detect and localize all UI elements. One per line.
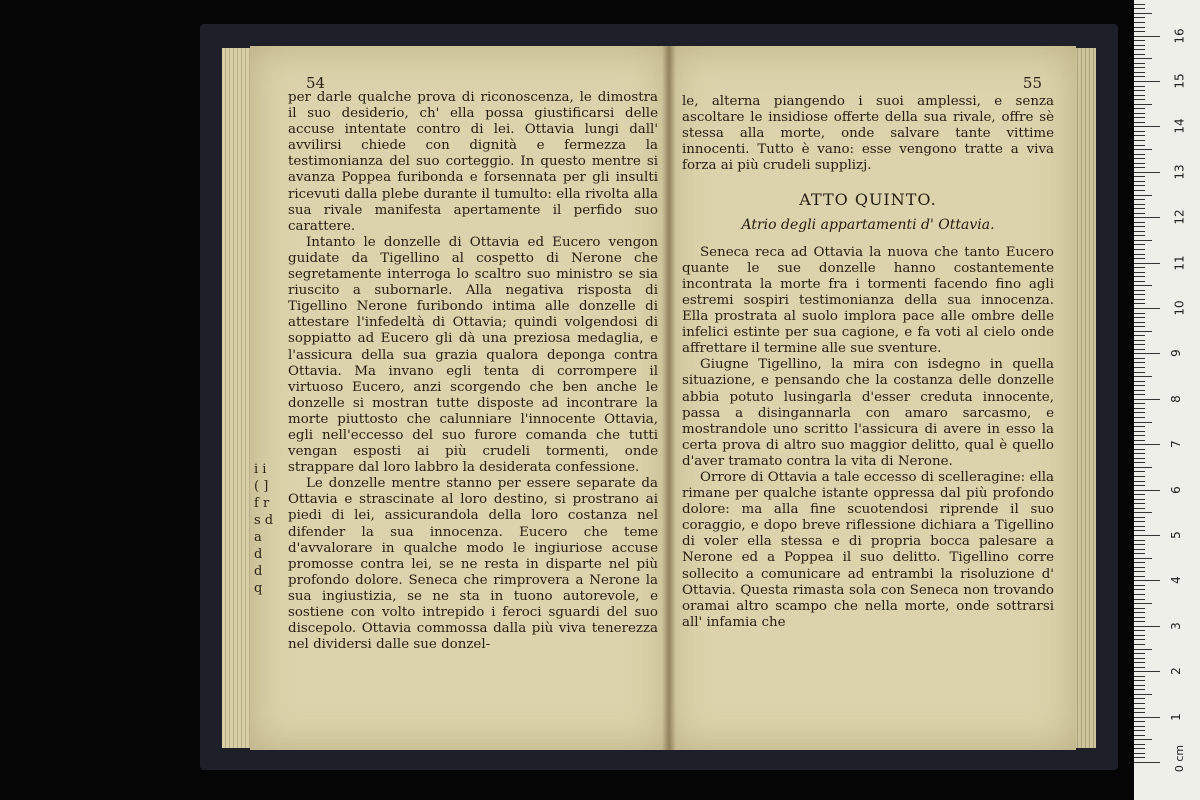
ruler-tick [1134, 630, 1145, 631]
ruler-tick [1134, 172, 1160, 173]
ruler-tick [1134, 195, 1152, 196]
ruler-tick [1134, 240, 1152, 241]
ruler-tick [1134, 403, 1145, 404]
paragraph: Le donzelle mentre stanno per essere separate da Ottavia e strascinate al loro destino, si prostrano ai piedi di lei, assicurandola della loro costanza nel difender la sua innocenza. Eucero che teme d'avvalorare in qualche modo le ingiuriose accuse promosse contra lei, se ne resta in disparte nel più profondo dolore. Seneca che rimprovera a Nerone la sua ingiustizia, se ne sta in tuono autorevole, e sostiene con volto intrepido i feroci sguardi del suo discepolo. Ottavia commossa dalla più viva tenerezza nel dividersi dalle sue donzel- [288, 476, 658, 653]
ruler-label: 5 [1168, 531, 1183, 539]
ruler-tick [1134, 31, 1145, 32]
ruler-tick [1134, 431, 1145, 432]
ruler-tick [1134, 540, 1145, 541]
ruler-tick [1134, 76, 1145, 77]
ruler-tick [1134, 258, 1145, 259]
ruler-tick [1134, 344, 1145, 345]
ruler-tick [1134, 158, 1145, 159]
ruler-tick [1134, 680, 1145, 681]
ruler-tick [1134, 362, 1145, 363]
ruler-tick [1134, 530, 1145, 531]
ruler-tick [1134, 676, 1145, 677]
ruler-label: 8 [1168, 394, 1183, 403]
ruler-tick [1134, 508, 1145, 509]
ruler-tick [1134, 67, 1145, 68]
page-number: 55 [1022, 74, 1042, 92]
ruler-tick [1134, 140, 1145, 141]
ruler-tick [1134, 621, 1145, 622]
ruler-label: 11 [1172, 254, 1187, 271]
ruler-label: 13 [1172, 164, 1187, 180]
ruler-tick [1134, 594, 1145, 595]
open-book [222, 40, 1100, 760]
ruler-tick [1134, 303, 1145, 304]
ruler-tick [1134, 249, 1145, 250]
ruler-tick [1134, 467, 1152, 468]
ruler-tick [1134, 585, 1145, 586]
ruler-tick [1134, 40, 1145, 41]
ruler-tick [1134, 63, 1145, 64]
ruler-tick [1134, 308, 1160, 309]
ruler-tick [1134, 99, 1145, 100]
paragraph: Giugne Tigellino, la mira con isdegno in quella situazione, e pensando che la costanza delle donzelle abbia potuto lusingarla d'esser creduta innocente, passa a disingannarla con amaro sarcasmo, e mostrandole uno scritto l'assicura di avere in esso la certa prova di altro suo maggior delitto, qual è quello d'aver tramato contra la vita di Nerone. [682, 357, 1054, 469]
ruler-tick [1134, 394, 1145, 395]
ruler-tick [1134, 671, 1160, 672]
ruler-tick [1134, 326, 1145, 327]
ruler-tick [1134, 753, 1145, 754]
ruler-tick [1134, 408, 1145, 409]
right-page [668, 46, 1076, 750]
ruler-tick [1134, 435, 1145, 436]
ruler-tick [1134, 603, 1152, 604]
ruler-tick [1134, 163, 1145, 164]
ruler-tick [1134, 390, 1145, 391]
ruler-tick [1134, 685, 1145, 686]
ruler-tick [1134, 122, 1145, 123]
ruler-tick [1134, 358, 1145, 359]
ruler-tick [1134, 721, 1145, 722]
ruler-tick [1134, 199, 1145, 200]
ruler-tick [1134, 131, 1145, 132]
ruler-tick [1134, 113, 1145, 114]
ruler-tick [1134, 626, 1160, 627]
ruler-tick [1134, 494, 1145, 495]
ruler-label: 3 [1168, 621, 1183, 630]
ruler-tick [1134, 376, 1152, 377]
ruler-tick [1134, 145, 1145, 146]
ruler-tick [1134, 340, 1145, 341]
ruler-tick [1134, 440, 1145, 441]
ruler-label: 14 [1172, 118, 1187, 135]
measurement-ruler [1134, 0, 1200, 800]
ruler-tick [1134, 4, 1145, 5]
scene-title: Atrio degli appartamenti d' Ottavia. [741, 216, 995, 233]
ruler-tick [1134, 367, 1145, 368]
ruler-tick [1134, 299, 1145, 300]
ruler-tick [1134, 95, 1145, 96]
ruler-tick [1134, 476, 1145, 477]
ruler-tick [1134, 449, 1145, 450]
ruler-tick [1134, 49, 1145, 50]
ruler-tick [1134, 462, 1145, 463]
ruler-tick [1134, 272, 1145, 273]
ruler-tick [1134, 244, 1145, 245]
ruler-tick [1134, 658, 1145, 659]
ruler-tick [1134, 317, 1145, 318]
book-gutter [662, 46, 676, 750]
left-page [250, 46, 668, 750]
ruler-tick [1134, 117, 1145, 118]
ruler-tick [1134, 313, 1145, 314]
ruler-tick [1134, 104, 1152, 105]
ruler-tick [1134, 331, 1152, 332]
ruler-tick [1134, 45, 1145, 46]
ruler-tick [1134, 36, 1160, 37]
ruler-tick [1134, 458, 1145, 459]
ruler-label: 1 [1168, 712, 1183, 721]
ruler-tick [1134, 599, 1145, 600]
ruler-tick [1134, 667, 1145, 668]
ruler-tick [1134, 694, 1152, 695]
ruler-tick [1134, 426, 1145, 427]
ruler-tick [1134, 181, 1145, 182]
ruler-tick [1134, 372, 1145, 373]
ruler-tick [1134, 612, 1145, 613]
ruler-tick [1134, 149, 1152, 150]
page-text [682, 94, 1054, 631]
ruler-tick [1134, 22, 1145, 23]
ruler-tick [1134, 735, 1145, 736]
ruler-tick [1134, 235, 1145, 236]
ruler-tick [1134, 135, 1145, 136]
ruler-tick [1134, 739, 1152, 740]
ruler-tick [1134, 385, 1145, 386]
ruler-tick [1134, 54, 1145, 55]
ruler-tick [1134, 580, 1160, 581]
ruler-tick [1134, 204, 1145, 205]
ruler-tick [1134, 689, 1145, 690]
ruler-label: 4 [1168, 576, 1183, 585]
ruler-tick [1134, 213, 1145, 214]
ruler-tick [1134, 254, 1145, 255]
ruler-tick [1134, 108, 1145, 109]
paragraph: Intanto le donzelle di Ottavia ed Eucero vengon guidate da Tigellino al cospetto di Nerone che segretamente interroga lo scaltro suo ministro se sia riuscito a subornarle. Alla negativa risposta di Tigellino Nerone furibondo intima alle donzelle di attestare l'infedeltà di Ottavia; quindi volgendosi di soppiatto ad Eucero gli dà una preziosa medaglia, e l'assicura della sua grazia qualora deponga contra Ottavia. Ma invano egli tenta di corrompere il virtuoso Eucero, anzi scorgendo che ben anche le donzelle si mostran tutte disposte ad incontrare la morte piuttosto che calunniare l'innocente Ottavia, egli nell'eccesso del suo furore comanda che tutti vengan esposti ai più crudeli tormenti, onde strappare dal loro labbro la desiderata confessione. [288, 234, 658, 476]
ruler-tick [1134, 17, 1145, 18]
margin-letters: i i ( ] f r s d a d d q [254, 462, 274, 596]
ruler-tick [1134, 549, 1145, 550]
ruler-tick [1134, 167, 1145, 168]
ruler-label: 9 [1168, 349, 1183, 358]
ruler-tick [1134, 13, 1152, 14]
ruler-tick [1134, 558, 1152, 559]
ruler-tick [1134, 703, 1145, 704]
ruler-tick [1134, 444, 1160, 445]
ruler-tick [1134, 222, 1145, 223]
ruler-tick [1134, 294, 1145, 295]
ruler-tick [1134, 349, 1145, 350]
ruler-tick [1134, 662, 1145, 663]
ruler-tick [1134, 571, 1145, 572]
ruler-tick [1134, 744, 1145, 745]
ruler-tick [1134, 263, 1160, 264]
ruler-tick [1134, 58, 1152, 59]
ruler-tick [1134, 90, 1145, 91]
ruler-tick [1134, 471, 1145, 472]
ruler-tick [1134, 726, 1145, 727]
page-number: 54 [306, 74, 326, 92]
ruler-tick [1134, 217, 1160, 218]
ruler-tick [1134, 517, 1145, 518]
ruler-tick [1134, 567, 1145, 568]
ruler-tick [1134, 617, 1145, 618]
ruler-tick [1134, 644, 1145, 645]
ruler-tick [1134, 712, 1145, 713]
ruler-tick [1134, 544, 1145, 545]
ruler-label: 7 [1168, 440, 1183, 449]
paragraph: per darle qualche prova di riconoscenza, le dimostra il suo desiderio, ch' ella possa giustificarsi delle accuse intentate contro di lei. Ottavia lungi dall' avvilirsi chiede con dignità e fermezza la testimonianza del suo corteggio. In questo mentre si avanza Poppea furibonda e forsennata per gli insulti ricevuti dalla plebe durante il tumulto: ella rivolta alla sua rivale manifesta apertamente il perfido suo carattere. [288, 90, 658, 234]
ruler-tick [1134, 535, 1160, 536]
ruler-tick [1134, 81, 1160, 82]
ruler-tick [1134, 639, 1145, 640]
paragraph: Seneca reca ad Ottavia la nuova che tanto Eucero quante le sue donzelle hanno costantemente incontrata la morte fra i tormenti facendo fino agli estremi sospiri testimonianza della sua innocenza. Ella prostrata al suolo implora pace alle ombre delle infelici estinte per sua cagione, e fa voti al cielo onde affrettare il termine alle sue sventure. [682, 244, 1054, 357]
ruler-tick [1134, 126, 1160, 127]
ruler-tick [1134, 176, 1145, 177]
ruler-tick [1134, 512, 1152, 513]
ruler-label: 6 [1168, 485, 1183, 494]
ruler-tick [1134, 8, 1145, 9]
ruler-tick [1134, 290, 1145, 291]
ruler-tick [1134, 589, 1145, 590]
ruler-tick [1134, 499, 1145, 500]
ruler-tick [1134, 208, 1145, 209]
ruler-tick [1134, 521, 1145, 522]
ruler-tick [1134, 27, 1145, 28]
ruler-tick [1134, 453, 1145, 454]
ruler-tick [1134, 649, 1152, 650]
ruler-tick [1134, 485, 1145, 486]
ruler-label: 15 [1172, 73, 1187, 89]
ruler-unit: 0 cm [1173, 744, 1187, 773]
ruler-tick [1134, 267, 1145, 268]
ruler-tick [1134, 576, 1145, 577]
ruler-tick [1134, 635, 1145, 636]
ruler-tick [1134, 335, 1145, 336]
ruler-tick [1134, 72, 1145, 73]
ruler-tick [1134, 381, 1145, 382]
ruler-tick [1134, 757, 1145, 758]
ruler-tick [1134, 281, 1145, 282]
ruler-tick [1134, 490, 1160, 491]
paragraph: Orrore di Ottavia a tale eccesso di scelleragine: ella rimane per qualche istante oppressa dal più profondo dolore: ma alla fine scuotendosi riprende il suo coraggio, e dopo breve riflessione dichiara a Tigellino di voler ella stessa e di propria bocca palesare a Nerone ed a Poppea il suo delitto. Tigellino corre sollecito a comunicare ad entrambi la risoluzione d' Ottavia. Questa rimasta sola con Seneca non trovando oramai altro scampo che nella morte, onde sottrarsi all' infamia che [682, 469, 1054, 630]
ruler-tick [1134, 417, 1145, 418]
ruler-tick [1134, 285, 1152, 286]
ruler-tick [1134, 526, 1145, 527]
ruler-tick [1134, 322, 1145, 323]
ruler-tick [1134, 412, 1145, 413]
ruler-tick [1134, 154, 1145, 155]
ruler-tick [1134, 86, 1145, 87]
ruler-tick [1134, 717, 1160, 718]
ruler-tick [1134, 399, 1160, 400]
ruler-tick [1134, 276, 1145, 277]
ruler-tick [1134, 762, 1160, 763]
ruler-tick [1134, 481, 1145, 482]
ruler-tick [1134, 608, 1145, 609]
ruler-tick [1134, 553, 1145, 554]
ruler-label: 12 [1172, 209, 1187, 225]
act-title: ATTO QUINTO. [799, 190, 937, 210]
ruler-tick [1134, 231, 1145, 232]
ruler-tick [1134, 730, 1145, 731]
ruler-tick [1134, 185, 1145, 186]
ruler-label: 2 [1168, 667, 1183, 676]
page-text [288, 90, 658, 653]
ruler-tick [1134, 422, 1152, 423]
ruler-tick [1134, 698, 1145, 699]
ruler-tick [1134, 226, 1145, 227]
ruler-label: 10 [1172, 300, 1187, 316]
ruler-tick [1134, 562, 1145, 563]
ruler-tick [1134, 708, 1145, 709]
paragraph: le, alterna piangendo i suoi amplessi, e senza ascoltare le insidiose offerte della sua rivale, offre sè stessa alla morte, onde salvare tante vittime innocenti. Tutto è vano: esse vengono tratte a viva forza ai più crudeli supplizj. [682, 94, 1054, 174]
ruler-tick [1134, 190, 1145, 191]
ruler-tick [1134, 503, 1145, 504]
ruler-tick [1134, 653, 1145, 654]
ruler-tick [1134, 748, 1145, 749]
ruler-tick [1134, 353, 1160, 354]
ruler-label: 16 [1172, 27, 1187, 44]
